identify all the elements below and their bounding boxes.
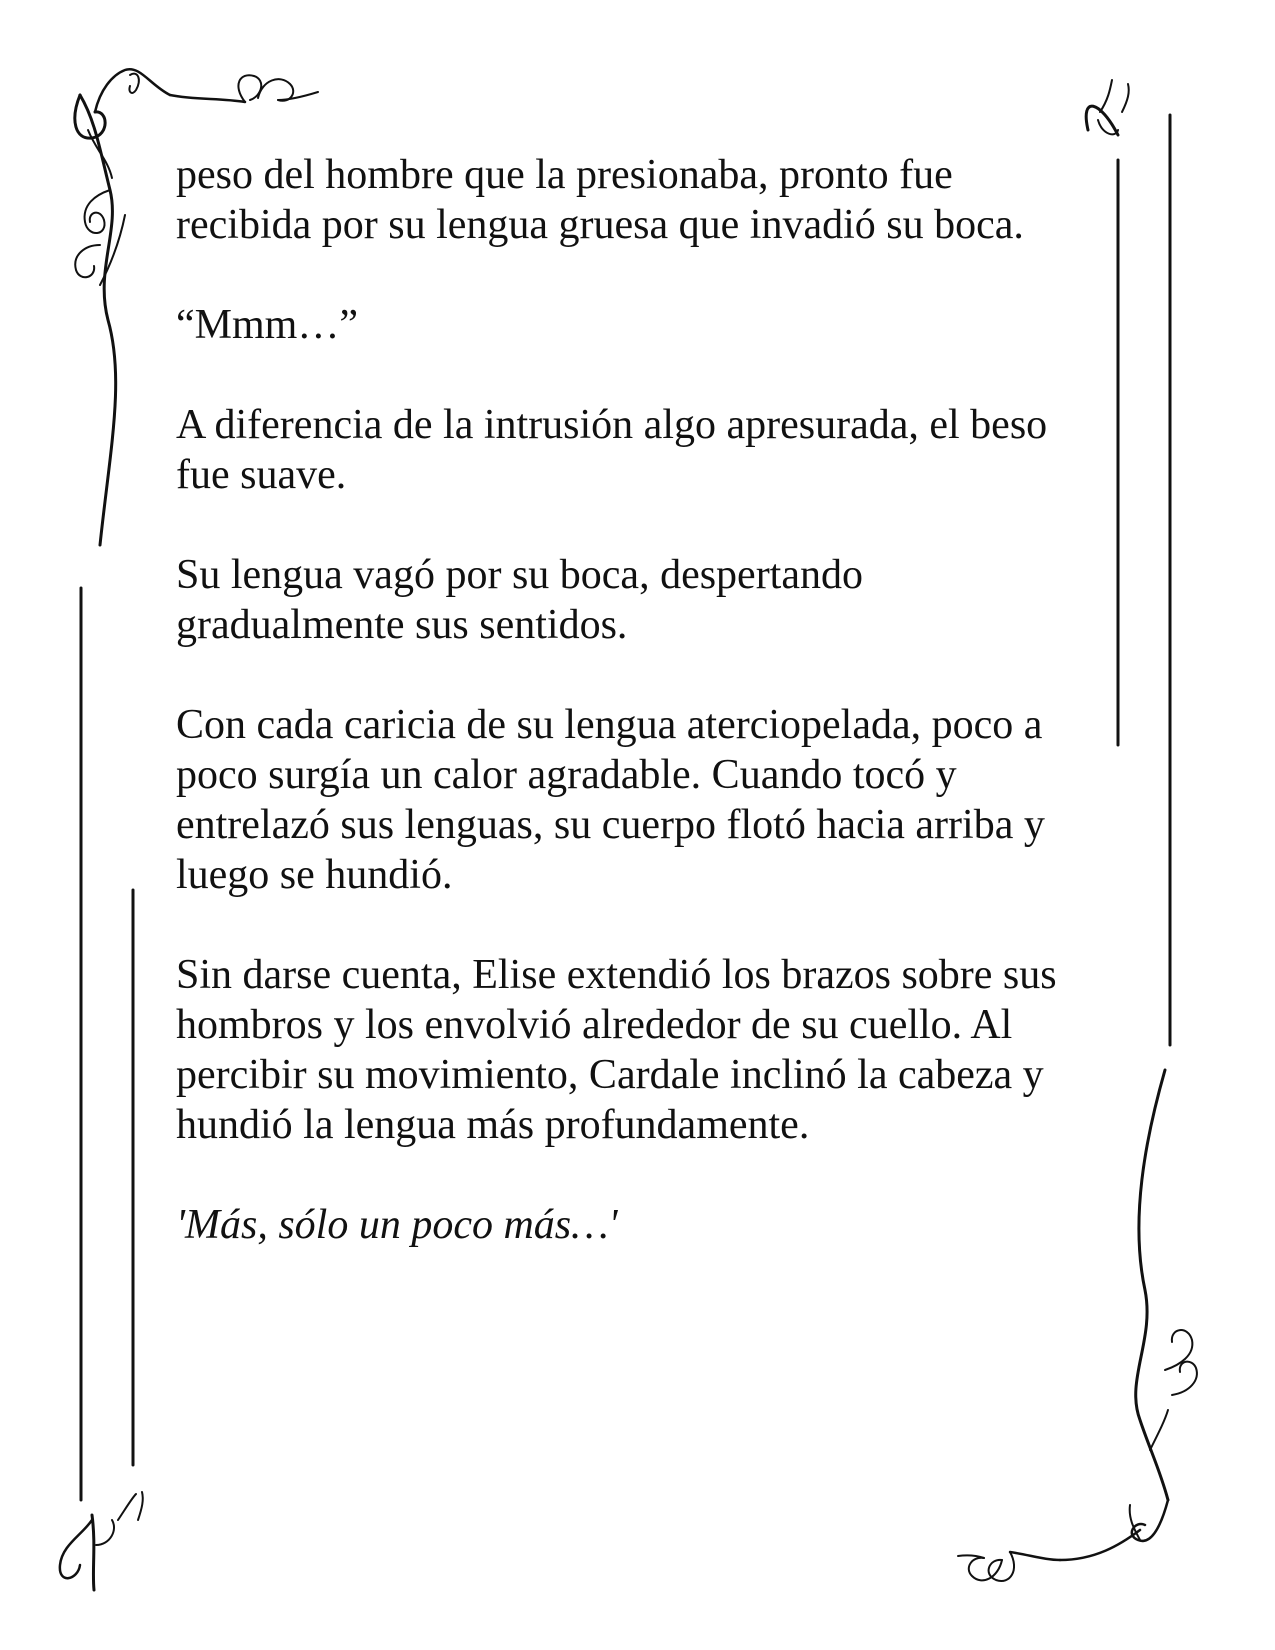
top-right-flourish-icon	[1086, 80, 1129, 135]
inner-thought-paragraph: 'Más, sólo un poco más…'	[176, 1202, 618, 1248]
page-text	[176, 150, 1096, 1300]
paragraph: Sin darse cuenta, Elise extendió los brazos sobre sus hombros y los envolvió alrededor de su cuello. Al percibir su movimiento, Cardale inclinó la cabeza y hundió la lengua más profundamente.	[176, 952, 1057, 1148]
paragraph: A diferencia de la intrusión algo apresurada, el beso fue suave.	[176, 402, 1048, 498]
paragraph: “Mmm…”	[176, 302, 358, 348]
paragraph: Su lengua vagó por su boca, despertando gradualmente sus sentidos.	[176, 552, 863, 648]
paragraph: peso del hombre que la presionaba, pronto fue recibida por su lengua gruesa que invadió su boca.	[176, 152, 1024, 248]
bottom-left-flourish-icon	[60, 1492, 143, 1590]
paragraph: Con cada caricia de su lengua aterciopelada, poco a poco surgía un calor agradable. Cuando tocó y entrelazó sus lenguas, su cuerpo flotó hacia arriba y luego se hundió.	[176, 702, 1045, 898]
